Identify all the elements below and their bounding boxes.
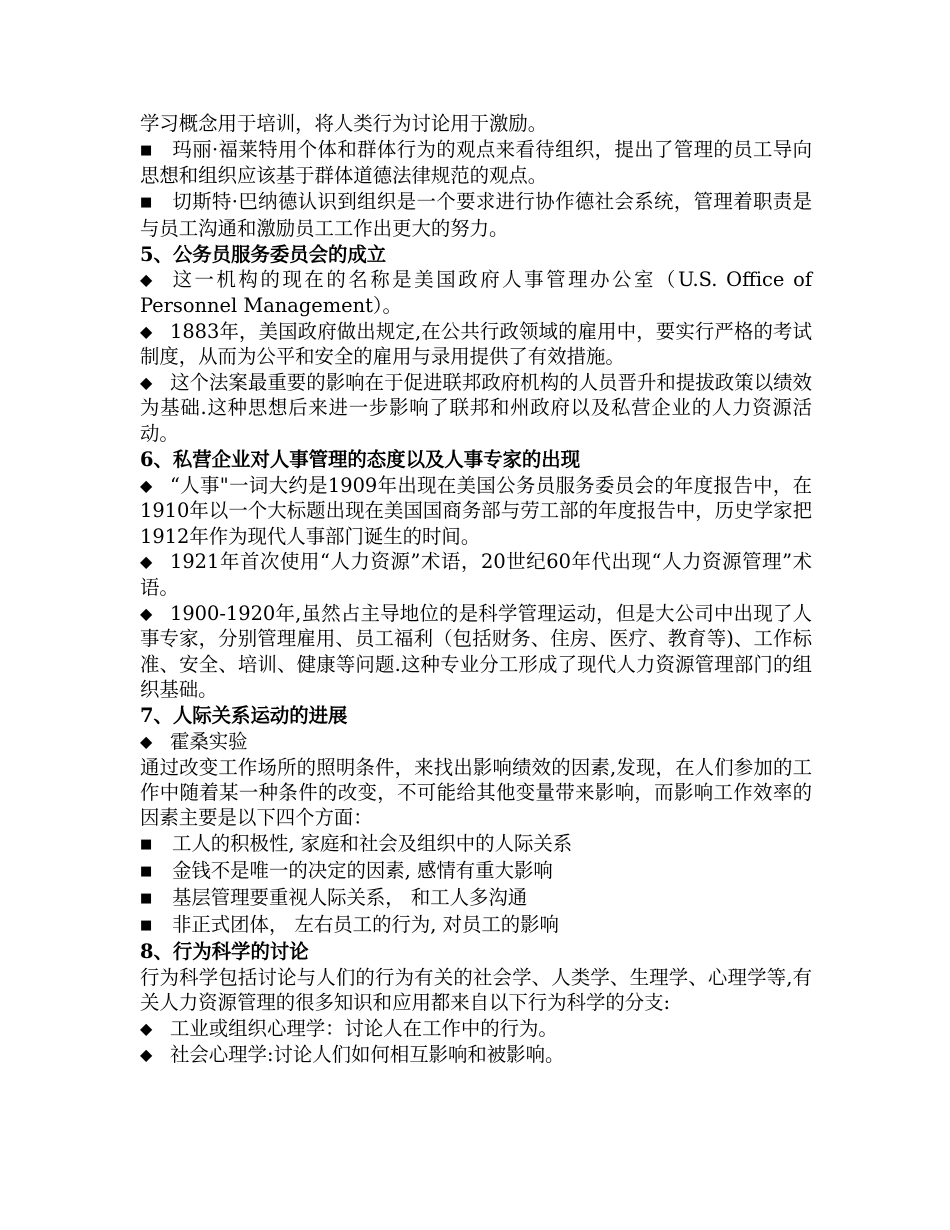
diamond-bullet-icon: ◆ [140,373,153,393]
square-bullet-icon: ■ [140,891,153,907]
bullet-item [140,319,812,370]
text-run: 8、行为科学的讨论 [140,940,309,963]
diamond-bullet-icon: ◆ [140,603,153,623]
paragraph [140,755,812,831]
paragraph [140,111,812,136]
diamond-bullet-icon: ◆ [140,552,153,572]
bullet-item [140,831,812,857]
text-run: 6、私营企业对人事管理的态度以及人事专家的出现 [140,447,581,471]
text-run: 1900-1920年,虽然占主导地位的是科学管理运动，但是大公司中出现了人事专家，分别管理雇用、员工福利（包括财务、住房、医疗、教育等)、工作标准、安全、培训、健康等问题.这种专业分工形成了现代人力资源管理部门的组织基础。 [140,601,812,701]
section-heading [140,242,812,267]
bullet-item [140,189,812,241]
bullet-item [140,473,812,549]
bullet-item [140,137,812,189]
text-run: 基层管理要重视人际关系， 和工人多沟通 [172,886,528,910]
text-run: 切斯特·巴纳德认识到组织是一个要求进行协作德社会系统，管理着职责是与员工沟通和激励员工工作出更大的努力。 [140,190,812,240]
text-run: 金钱不是唯一的决定的因素, 感情有重大影响 [172,859,553,883]
diamond-bullet-icon: ◆ [140,321,153,341]
square-bullet-icon: ■ [140,918,153,934]
diamond-bullet-icon: ◆ [140,270,153,290]
text-run: 7、人际关系运动的进展 [140,703,348,727]
bullet-item [140,858,812,884]
section-heading [140,447,812,472]
diamond-bullet-icon: ◆ [140,1019,153,1039]
document-page [140,111,812,1068]
section-heading [140,703,812,728]
square-bullet-icon: ■ [140,142,153,158]
bullet-item [140,267,812,318]
text-run: 霍桑实验 [170,729,248,753]
bullet-item [140,885,812,911]
diamond-bullet-icon: ◆ [140,475,153,495]
text-run: 行为科学包括讨论与人们的行为有关的社会学、人类学、生理学、心理学等,有关人力资源管理的很多知识和应用都来自以下行为科学的分支: [140,965,812,1015]
square-bullet-icon: ■ [140,837,153,853]
bullet-item [140,912,812,938]
bullet-item [140,370,812,446]
bullet-item [140,1042,812,1067]
text-run: 非正式团体， 左右员工的行为, 对员工的影响 [172,913,559,937]
text-run: 社会心理学:讨论人们如何相互影响和被影响。 [170,1043,565,1067]
section-heading [140,939,812,964]
text-run: 学习概念用于培训，将人类行为讨论用于激励。 [140,112,548,135]
text-run: “人事"一词大约是1909年出现在美国公务员服务委员会的年度报告中，在1910年以一个大标题出现在美国国商务部与劳工部的年度报告中，历史学家把1912年作为现代人事部门诞生的时间。 [140,473,812,548]
diamond-bullet-icon: ◆ [140,1045,153,1065]
square-bullet-icon: ■ [140,195,153,211]
text-run: 玛丽·福莱特用个体和群体行为的观点来看待组织，提出了管理的员工导向思想和组织应该基于群体道德法律规范的观点。 [140,137,812,188]
text-run: 1921年首次使用“人力资源”术语，20世纪60年代出现“人力资源管理”术语。 [140,550,812,599]
text-run: 工人的积极性, 家庭和社会及组织中的人际关系 [172,832,573,856]
paragraph [140,965,812,1016]
square-bullet-icon: ■ [140,864,153,880]
text-run: 工业或组织心理学：讨论人在工作中的行为。 [170,1017,558,1041]
text-run: 1883年，美国政府做出规定,在公共行政领域的雇用中，要实行严格的考试制度，从而为公平和安全的雇用与录用提供了有效措施。 [140,319,812,369]
diamond-bullet-icon: ◆ [140,731,153,751]
bullet-item [140,601,812,703]
text-run: 这个法案最重要的影响在于促进联邦政府机构的人员晋升和提拔政策以绩效为基础.这种思想后来进一步影响了联邦和州政府以及私营企业的人力资源活动。 [140,371,812,445]
text-run: 这一机构的现在的名称是美国政府人事管理办公室（U.S. Office of Personnel Management）。 [140,268,812,317]
bullet-item [140,1016,812,1041]
text-run: 5、公务员服务委员会的成立 [140,242,387,266]
bullet-item [140,729,812,754]
text-run: 通过改变工作场所的照明条件，来找出影响绩效的因素,发现，在人们参加的工作中随着某一种条件的改变，不可能给其他变量带来影响，而影响工作效率的因素主要是以下四个方面： [140,755,812,830]
bullet-item [140,549,812,600]
